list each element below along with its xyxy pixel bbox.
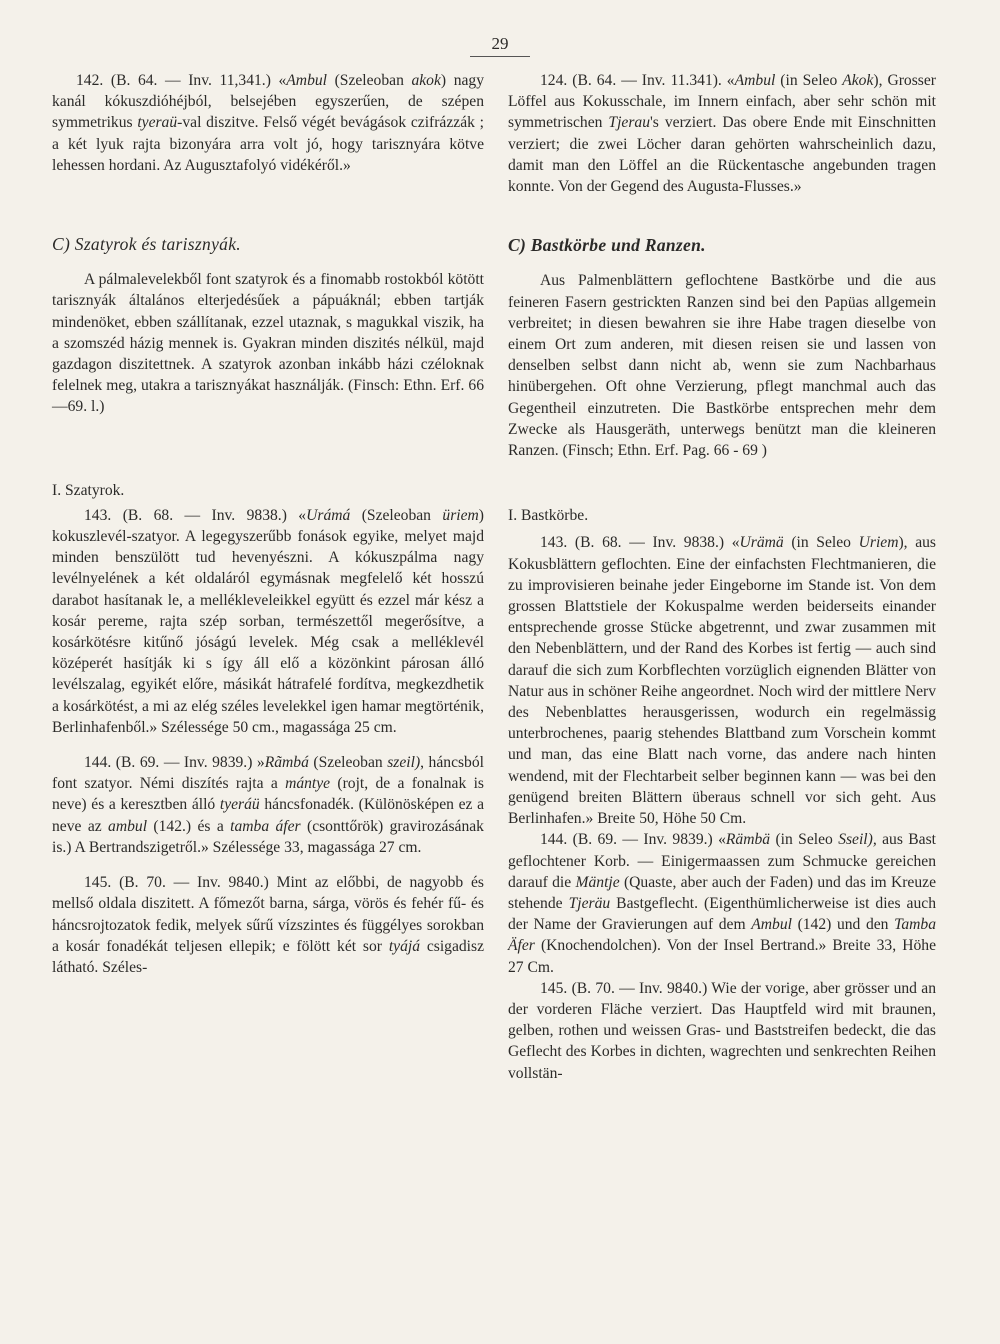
intro-de: Aus Palmenblättern geflochtene Bastkörbe und die aus feineren Fasern gestrickten Ranzen sind bei den Papüas allgemein verbreitet; in diesen bewahren sie ihre Habe tragen dieselbe von einem Ort zum anderen, mit diesen reisen sie und lassen von denselben selbst dann nicht ab, wenn sie zum Nachbarhaus hinübergehen. Oft ohne Verzierung, pflegt manchmal auch das Gegentheil einzutreten. Die Bastkörbe entsprechen mehr dem Zwecke als Hausgeräth, unterwegs benützt man die kleineren Ranzen. (Finsch; Ethn. Erf. Pag. 66 - 69 ) bbox=[508, 272, 936, 460]
native-term: Ambul bbox=[286, 72, 327, 89]
entry-text: (in Seleo bbox=[783, 534, 859, 552]
native-term: Ambul bbox=[751, 916, 792, 934]
entry-text: 124. (B. 64. — Inv. 11.341). « bbox=[540, 72, 735, 89]
entry-text: ), aus Kokusblättern geflochten. Eine der einfachsten Flechtmanieren, die zu improvisieren beinahe jeder Eingeborne im Stande ist. Von dem grossen Blattstiele der Kokuspalme werden beiderseits einander entsprechende grosse Stücke abgetrennt, und zwar zusammen mit den Nebenblättern, und der Rand des Korbes ist fertig — auch sind darauf die sich zum Korbflechten vorzüglich eignenden Blätter von Natur aus in schöner Reihe angeordnet. Noch wird der mittlere Nerv des Nebenblattes herausgerissen, wodurch ein regelmässig unterbrochenes, paarig stehendes Blattband zum Vorschein kommt und man, das eine Blatt nach vorne, das andere nach hinten wendend, mit der Flechtarbeit selber beginnen kann — was bei den genügend breiten Blättern überaus schnell vor sich geht. Aus Berlinhafen.» Breite 50, Höhe 50 Cm. bbox=[508, 534, 936, 828]
entry-text: (Knochendolchen). Von der Insel Bertrand.» Breite 33, Höhe 27 Cm. bbox=[508, 937, 936, 976]
native-term: Urámá bbox=[306, 506, 351, 524]
entry-text: 144. (B. 69. — Inv. 9839.) » bbox=[84, 754, 265, 772]
entry-text: -val diszitve. Felső végét bevágások czifrázzák ; a két lyuk rajta bizonyára arra volt jó, hogy tarisznyára kötve lehessen hordani. Az Augusztafolyó vidékéről.» bbox=[52, 114, 484, 174]
native-term: Akok bbox=[842, 72, 874, 89]
entry-144-de bbox=[508, 829, 936, 977]
page-number: 29 bbox=[470, 34, 530, 57]
entry-text: ) nagy kanál kókuszdióhéjból, belsejében egyszerűen, de szépen symmetrikus bbox=[52, 72, 485, 132]
native-term: Rãmbá bbox=[264, 754, 309, 772]
entry-text: (in Seleo bbox=[775, 72, 843, 89]
entry-143-de bbox=[508, 532, 936, 829]
subheading-hu: I. Szatyrok. bbox=[52, 481, 125, 499]
entry-text: (Szeleoban bbox=[308, 754, 388, 772]
native-term: szeil) bbox=[387, 754, 421, 772]
entry-text: (in Seleo bbox=[770, 831, 839, 849]
entry-144-hu bbox=[52, 752, 484, 858]
section-heading-de: C) Bastkörbe und Ranzen. bbox=[508, 235, 706, 256]
entry-143-hu bbox=[52, 505, 484, 738]
entry-text: (Szeleoban bbox=[327, 72, 412, 89]
entry-text: (Quaste, aber auch der Faden) und das im Kreuze stehende bbox=[508, 873, 936, 912]
native-term: Sseil), bbox=[838, 831, 877, 849]
entry-145-de: 145. (B. 70. — Inv. 9840.) Wie der vorige, aber grösser und an der vorderen Fläche verziert. Das Hauptfeld wird mit braunen, gelben, rothen und weissen Gras- und Baststreifen bedeckt, die das Geflecht des Korbes in dichten, wagrechten und senkrechten Reihen vollstän- bbox=[508, 979, 936, 1082]
german-column bbox=[508, 70, 936, 1304]
native-term: tyeraü bbox=[137, 114, 178, 132]
native-term: akok bbox=[411, 72, 441, 89]
entry-text: 143. (B. 68. — Inv. 9838.) « bbox=[84, 506, 307, 524]
native-term: Tamba Äfer bbox=[508, 916, 936, 955]
entry-124-de bbox=[508, 70, 936, 197]
hungarian-column bbox=[52, 70, 484, 1304]
entry-text: 143. (B. 68. — Inv. 9838.) « bbox=[540, 534, 740, 552]
entry-145-hu bbox=[52, 872, 484, 978]
native-term: ambul bbox=[108, 817, 148, 835]
entry-text: 145. (B. 70. — Inv. 9840.) Mint az előbbi, de nagyobb és mellső oldala diszitett. A főmezőt barna, sárga, vörös és fehér fű- és háncsrojtozatok fedik, melyek sűrű vízszintes és függélyes sorokban a kosár fonadékát teljesen ellepik; e fölött két sor bbox=[52, 874, 484, 955]
entry-text: , háncsból font szatyor. Némi diszítés rajta a bbox=[52, 754, 484, 793]
native-term: Uriem bbox=[858, 534, 899, 552]
native-term: Ambul bbox=[734, 72, 776, 89]
native-term: Tjeräu bbox=[568, 894, 611, 912]
native-term: Tjerau bbox=[608, 114, 650, 132]
native-term: Urämä bbox=[739, 534, 784, 552]
entry-text: (142.) és a bbox=[147, 817, 231, 835]
entry-text: háncsfonadék. (Különösképen ez a neve az bbox=[52, 796, 484, 835]
entry-text: 's verziert. Das obere Ende mit Einschnitten verziert; die zwei Löcher daran gehörten wahrscheinlich dazu, damit man den Löffel an die Rückentasche angebunden tragen konnte. Von der Gegend des Augusta-Flusses.» bbox=[508, 114, 936, 196]
intro-hu: A pálmalevelekből font szatyrok és a finomabb rostokból kötött tarisznyák általános elterjedésűek a pápuáknál; ebben tartják mindenöket, ebben szállítanak, ezzel utaznak, s magukkal viszik, ha a szomszéd házig mennek is. Gyakran minden diszités nélkül, majd gazdagon diszitettnek. A szatyrok azonban inkább házi czéloknak felelnek meg, utakra a tarisznyákat használják. (Finsch: Ethn. Erf. 66—69. l.) bbox=[52, 271, 484, 416]
entry-142-hu bbox=[52, 70, 484, 176]
entry-text: ) kokuszlevél-szatyor. A legegyszerűbb fonások egyike, melyet majd minden benszülött tud hevenyészni. A kókuszpálma nagy levélnyelének a két oldaláról egymásnak megfelelő két hosszú darabot hasítanak le, a mellékleveleikkel együtt és ezzel már kész a kosár pereme, rajta szép sorban, természettől megerősítve, a kosárkötésre kitűnő jóságú levelek. Még csak a melléklevél középerét hasítják ki s így áll elő a közönkint párosan álló levélszalag, egyikét előre, másikát hátrafelé fordítva, megkezdhetik a kosárkötést, a mi az elég széles levelekkel igen hamar megtörténik, Berlinhafenből.» Szélessége 50 cm., magassága 25 cm. bbox=[52, 506, 484, 736]
entry-text: csigadisz látható. Széles- bbox=[52, 937, 485, 976]
entry-text: (142) und den bbox=[791, 916, 895, 934]
entry-text: (Szeleoban bbox=[350, 506, 443, 524]
native-term: üriem bbox=[442, 506, 479, 524]
entry-text: (rojt, de a fonalnak is neve) és a keresztben álló bbox=[52, 775, 484, 814]
section-heading-hu: C) Szatyrok és tarisznyák. bbox=[52, 234, 241, 255]
native-term: Mäntje bbox=[575, 873, 620, 891]
native-term: tamba áfer bbox=[230, 817, 301, 835]
subheading-de: I. Bastkörbe. bbox=[508, 507, 589, 525]
entry-text: (csonttőrök) gravirozásának is.) A Bertrandszigetről.» Szélessége 33, magassága 27 cm. bbox=[52, 817, 484, 856]
native-term: tyeráü bbox=[219, 796, 260, 814]
native-term: mántye bbox=[285, 775, 331, 793]
entry-text: 144. (B. 69. — Inv. 9839.) « bbox=[540, 831, 726, 849]
native-term: tyájá bbox=[388, 937, 421, 955]
entry-text: aus Bast geflochtener Korb. — Einigermaassen zum Schmucke gereichen darauf die bbox=[508, 831, 936, 891]
entry-text: ), Grosser Löffel aus Kokusschale, im Innern einfach, aber sehr schön mit symmetrischen bbox=[508, 72, 936, 132]
native-term: Rämbä bbox=[725, 831, 771, 849]
entry-text: 142. (B. 64. — Inv. 11,341.) « bbox=[76, 72, 287, 89]
entry-text: Bastgeflecht. (Eigenthümlicherweise ist dies auch der Name der Gravierungen auf dem bbox=[508, 894, 936, 934]
